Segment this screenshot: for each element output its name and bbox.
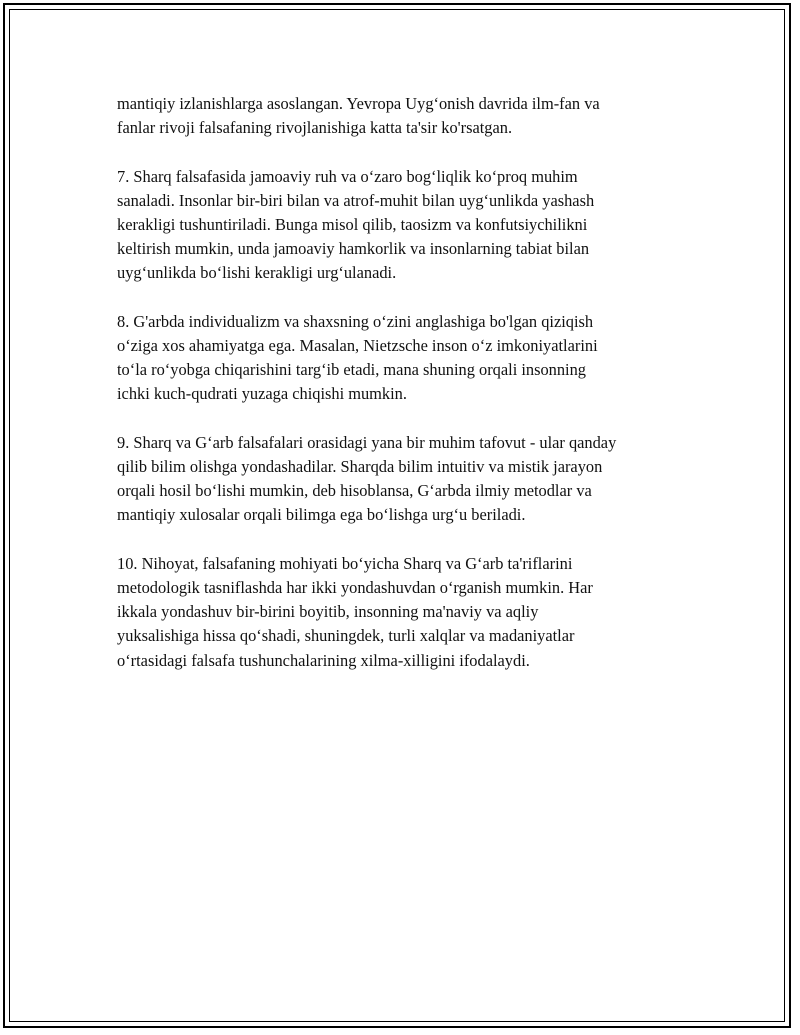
text-line: uyg‘unlikda bo‘lishi kerakligi urg‘ulanadi. <box>117 263 397 283</box>
document-body <box>117 92 717 697</box>
paragraph-continuation <box>117 92 717 140</box>
text-line: sanaladi. Insonlar bir-biri bilan va atrof-muhit bilan uyg‘unlikda yashash <box>117 190 595 210</box>
text-line: yuksalishiga hissa qo‘shadi, shuningdek, turli xalqlar va madaniyatlar <box>117 626 575 646</box>
text-line: 7. Sharq falsafasida jamoaviy ruh va o‘zaro bog‘liqlik ko‘proq muhim <box>117 166 578 186</box>
text-line: to‘la ro‘yobga chiqarishini targ‘ib etadi, mana shuning orqali insonning <box>117 360 587 380</box>
text-line: o‘ziga xos ahamiyatga ega. Masalan, Nietzsche inson o‘z imkoniyatlarini <box>117 336 598 355</box>
text-line: qilib bilim olishga yondashadilar. Sharqda bilim intuitiv va mistik jarayon <box>117 457 603 476</box>
paragraph-10 <box>117 552 717 673</box>
paragraph-8 <box>117 310 717 407</box>
text-line: o‘rtasidagi falsafa tushunchalarining xilma-xilligini ifodalaydi. <box>117 650 530 670</box>
text-line: 9. Sharq va G‘arb falsafalari orasidagi yana bir muhim tafovut - ular qanday <box>117 432 617 452</box>
text-line: mantiqiy izlanishlarga asoslangan. Yevropa Uyg‘onish davrida ilm-fan va <box>117 94 600 113</box>
paragraph-9 <box>117 431 717 528</box>
text-line: orqali hosil bo‘lishi mumkin, deb hisoblansa, G‘arbda ilmiy metodlar va <box>117 481 592 501</box>
text-line: metodologik tasniflashda har ikki yondashuvdan o‘rganish mumkin. Har <box>117 578 593 597</box>
text-line: ichki kuch-qudrati yuzaga chiqishi mumkin. <box>117 384 407 404</box>
text-line: kerakligi tushuntiriladi. Bunga misol qilib, taosizm va konfutsiychilikni <box>117 215 588 234</box>
paragraph-7 <box>117 165 717 286</box>
text-line: 8. G'arbda individualizm va shaxsning o‘zini anglashiga bo'lgan qiziqish <box>117 311 594 331</box>
text-line: 10. Nihoyat, falsafaning mohiyati bo‘yicha Sharq va G‘arb ta'riflarini <box>117 553 573 573</box>
text-line: keltirish mumkin, unda jamoaviy hamkorlik va insonlarning tabiat bilan <box>117 239 590 259</box>
text-line: ikkala yondashuv bir-birini boyitib, insonning ma'naviy va aqliy <box>117 602 539 622</box>
text-line: mantiqiy xulosalar orqali bilimga ega bo‘lishga urg‘u beriladi. <box>117 505 526 525</box>
text-line: fanlar rivoji falsafaning rivojlanishiga katta ta'sir ko'rsatgan. <box>117 118 513 138</box>
